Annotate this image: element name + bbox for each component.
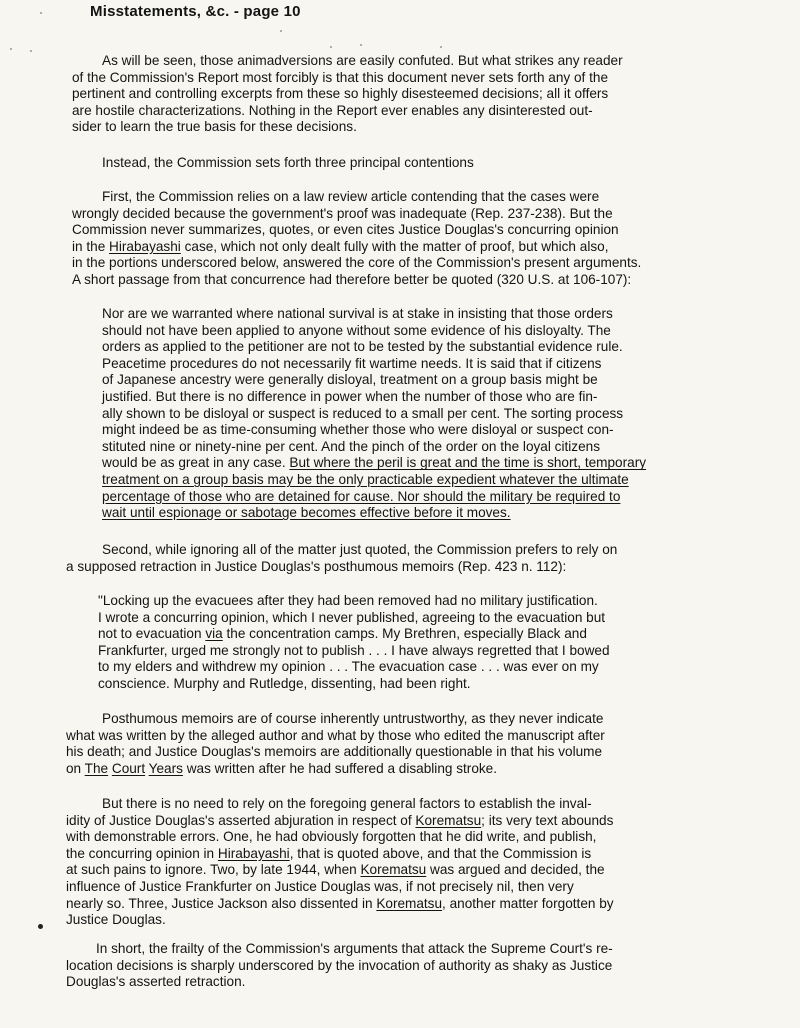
underscored-passage: percentage of those who are detained for cause. Nor should the military be required to <box>102 488 621 504</box>
scan-speck <box>330 46 332 48</box>
text-line <box>66 896 614 913</box>
text-line: location decisions is sharply underscored by the invocation of authority as shaky as Justice <box>66 957 613 973</box>
text-line: justified. But there is no difference in power when the number of those who are fin- <box>102 388 598 404</box>
text-line: Posthumous memoirs are of course inherently untrustworthy, as they never indicate <box>102 711 604 726</box>
text-line: pertinent and controlling excerpts from these so highly disesteemed decisions; all it offers <box>72 86 609 102</box>
text-line: a supposed retraction in Justice Douglas's posthumous memoirs (Rep. 423 n. 112): <box>66 558 567 574</box>
text-line: his death; and Justice Douglas's memoirs are additionally questionable in that his volume <box>66 744 603 760</box>
text-line: wrongly decided because the government's proof was inadequate (Rep. 237-238). But the <box>72 205 613 221</box>
text-line: influence of Justice Frankfurter on Justice Douglas was, if not precisely nil, then very <box>66 878 574 894</box>
text-line: should not have been applied to anyone without some evidence of his disloyalty. The <box>102 322 611 338</box>
text-line: Frankfurter, urged me strongly not to publish . . . I have always regretted that I bowed <box>98 642 610 658</box>
text-line <box>66 761 605 778</box>
text-line: of Japanese ancestry were generally disloyal, treatment on a group basis might be <box>102 372 598 388</box>
paragraph-2 <box>102 155 474 172</box>
text-line: orders as applied to the petitioner are not to be tested by the substantial evidence rule. <box>102 339 623 355</box>
text-line <box>98 626 610 643</box>
text-line: Second, while ignoring all of the matter just quoted, the Commission prefers to rely on <box>102 542 618 557</box>
underscored-passage: But where the peril is great and the time is short, temporary <box>289 455 647 471</box>
scan-speck <box>440 46 442 48</box>
text-run: the concentration camps. My Brethren, especially Black and <box>222 626 587 642</box>
text-line: Instead, the Commission sets forth three principal contentions <box>102 155 474 170</box>
text-line: what was written by the alleged author and what by those who edited the manuscript after <box>66 727 605 743</box>
text-line: As will be seen, those animadversions are easily confuted. But what strikes any reader <box>102 53 623 68</box>
scan-speck <box>30 50 32 52</box>
text-line <box>72 239 641 256</box>
text-line: But there is no need to rely on the foregoing general factors to establish the inval- <box>102 796 592 811</box>
text-line: I wrote a concurring opinion, which I never published, agreeing to the evacuation but <box>98 609 606 625</box>
underscored-passage: wait until espionage or sabotage becomes effective before it moves. <box>102 505 511 521</box>
text-line: of the Commission's Report most forcibly is that this document never sets forth any of the <box>72 69 609 85</box>
text-run: nearly so. Three, Justice Jackson also dissented in <box>66 895 377 911</box>
paragraph-3 <box>72 189 641 289</box>
book-title-word: Court <box>111 760 146 776</box>
text-run: at such pains to ignore. Two, by late 1944, when <box>66 862 361 878</box>
paragraph-7 <box>66 941 613 991</box>
text-line: First, the Commission relies on a law review article contending that the cases were <box>102 189 600 204</box>
text-run: not to evacuation <box>98 626 206 642</box>
text-line <box>66 813 614 830</box>
text-line: are hostile characterizations. Nothing in the Report ever enables any disinterested out- <box>72 102 593 118</box>
text-line: Nor are we warranted where national survival is at stake in insisting that those orders <box>102 306 613 321</box>
text-line: stituted nine or ninety-nine per cent. And the pinch of the order on the loyal citizens <box>102 438 600 454</box>
text-run: was argued and decided, the <box>426 862 605 878</box>
text-line: "Locking up the evacuees after they had been removed had no military justification. <box>98 593 598 608</box>
scan-speck <box>360 44 362 46</box>
text-line: conscience. Murphy and Rutledge, dissenting, had been right. <box>98 675 471 691</box>
text-line: Peacetime procedures do not necessarily fit wartime needs. It is said that if citizens <box>102 355 602 371</box>
scan-speck <box>10 48 12 50</box>
margin-dot <box>38 924 43 929</box>
text-line <box>66 862 614 879</box>
paragraph-4 <box>66 542 617 575</box>
book-title-word: Years <box>148 760 183 776</box>
paragraph-1 <box>72 53 623 136</box>
paragraph-5 <box>66 711 605 777</box>
text-run: on <box>66 760 85 776</box>
text-run: the concurring opinion in <box>66 845 218 861</box>
text-line <box>66 846 614 863</box>
scan-speck <box>40 12 42 14</box>
underlined-word: via <box>205 626 223 642</box>
case-name-korematsu: Korematsu <box>415 812 482 828</box>
text-run: would be as great in any case. <box>102 455 290 471</box>
text-line: sider to learn the true basis for these decisions. <box>72 119 357 135</box>
text-line: Justice Douglas. <box>66 912 166 928</box>
page-header: Misstatements, &c. - page 10 <box>90 3 301 20</box>
text-line: to my elders and withdrew my opinion . . . The evacuation case . . . was ever on my <box>98 659 599 675</box>
text-run: , that is quoted above, and that the Commission is <box>289 845 592 861</box>
text-line: Douglas's asserted retraction. <box>66 974 246 990</box>
text-line <box>102 455 646 472</box>
text-run: ; its very text abounds <box>481 812 614 828</box>
text-line: ally shown to be disloyal or suspect is reduced to a small per cent. The sorting process <box>102 405 624 421</box>
case-name-hirabayashi: Hirabayashi <box>109 238 181 254</box>
text-run: was written after he had suffered a disabling stroke. <box>182 760 498 776</box>
scan-speck <box>280 30 282 32</box>
text-run: idity of Justice Douglas's asserted abjuration in respect of <box>66 812 416 828</box>
text-run: , another matter forgotten by <box>442 895 614 911</box>
text-line: with demonstrable errors. One, he had obviously forgotten that he did write, and publish, <box>66 829 597 845</box>
block-quote-hirabayashi <box>102 306 646 522</box>
text-run: case, which not only dealt fully with the matter of proof, but which also, <box>180 238 609 254</box>
case-name-korematsu: Korematsu <box>376 895 443 911</box>
text-line: Commission never summarizes, quotes, or even cites Justice Douglas's concurring opinion <box>72 222 619 238</box>
paragraph-6 <box>66 796 614 929</box>
text-run: in the <box>72 238 110 254</box>
book-title-word: The <box>84 760 109 776</box>
text-line: In short, the frailty of the Commission's arguments that attack the Supreme Court's re- <box>96 941 613 956</box>
text-line: A short passage from that concurrence had therefore better be quoted (320 U.S. at 106-107): <box>72 271 632 287</box>
text-line: might indeed be as time-consuming whether those who were disloyal or suspect con- <box>102 422 614 438</box>
block-quote-memoirs <box>98 593 610 693</box>
text-line: in the portions underscored below, answered the core of the Commission's present arguments. <box>72 255 642 271</box>
case-name-hirabayashi: Hirabayashi <box>217 845 290 861</box>
case-name-korematsu: Korematsu <box>360 862 427 878</box>
underscored-passage: treatment on a group basis may be the only practicable expedient whatever the ultimate <box>102 471 629 487</box>
